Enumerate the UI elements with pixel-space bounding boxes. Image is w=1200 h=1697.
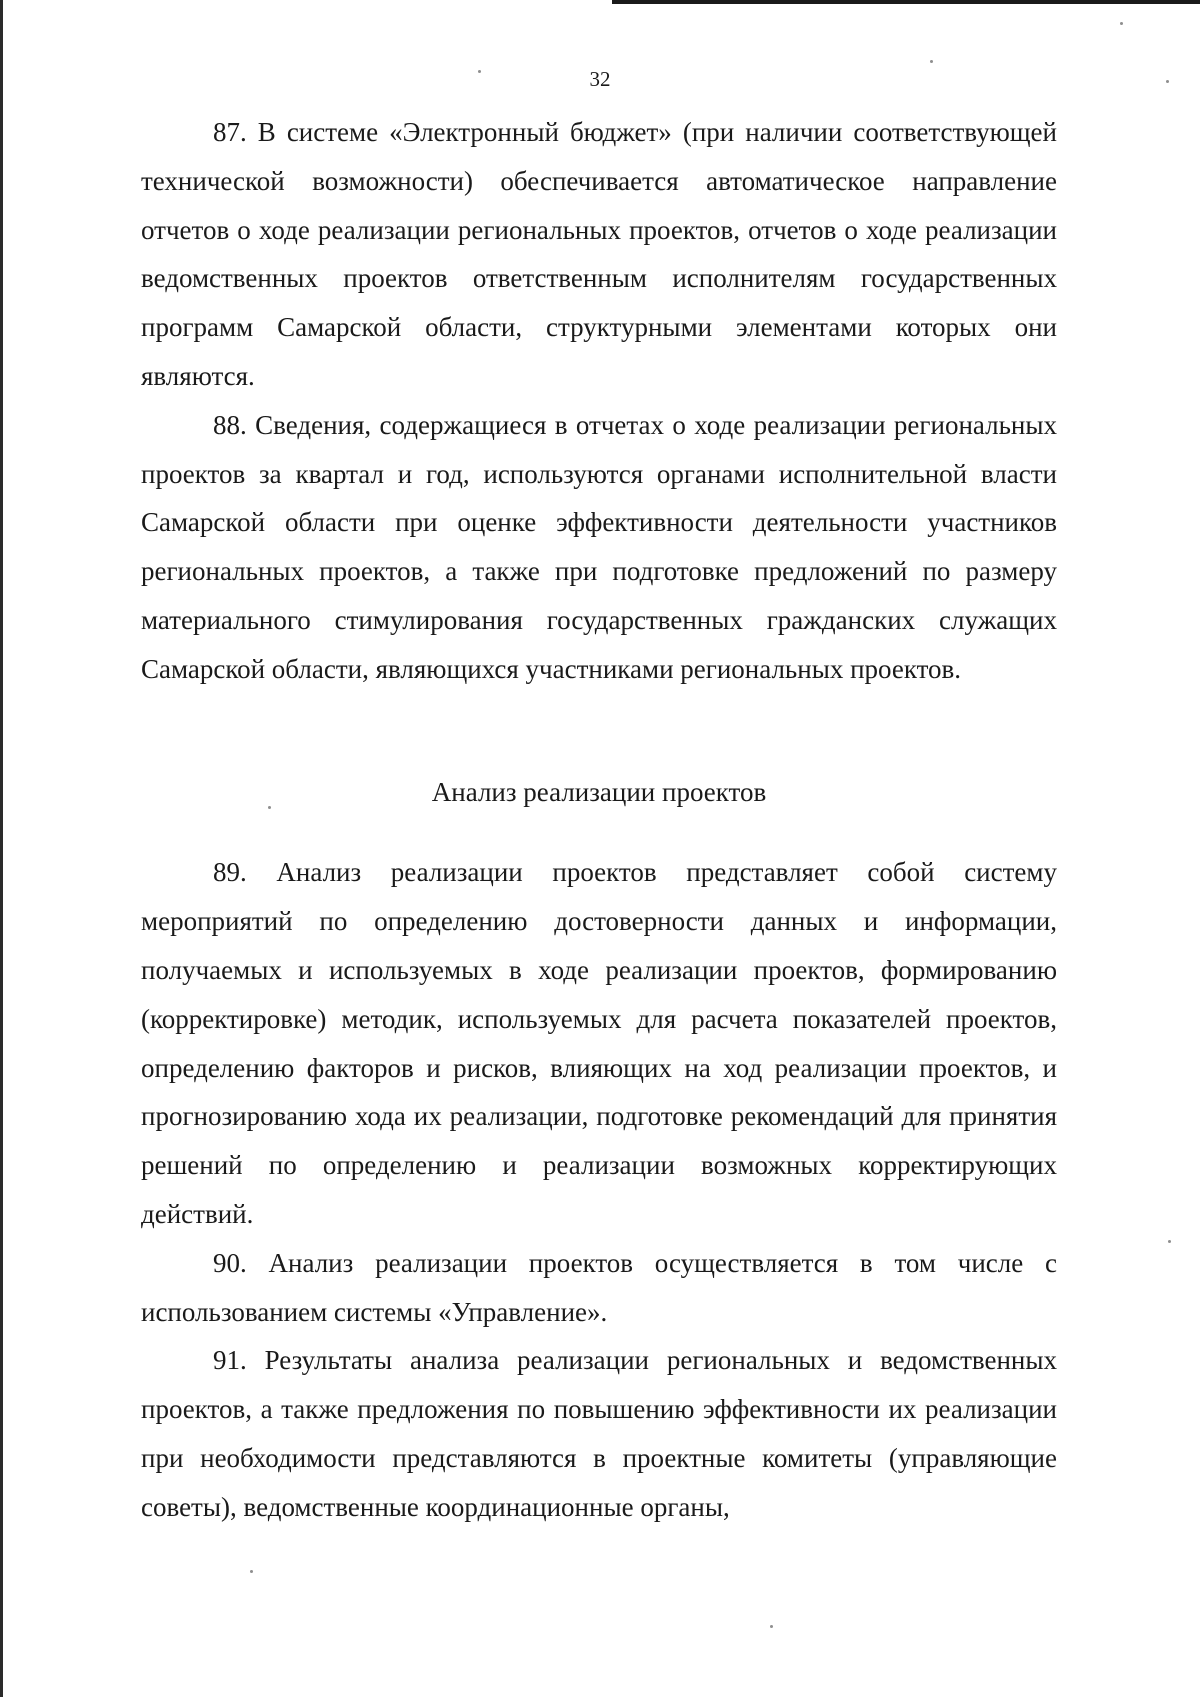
top-border-line — [612, 0, 1200, 4]
scan-speck — [250, 1570, 253, 1573]
scan-speck — [1166, 80, 1169, 83]
section-spacer — [141, 816, 1057, 848]
scan-speck — [1120, 22, 1123, 25]
paragraph-88: 88. Сведения, содержащиеся в отчетах о ходе реализации региональных проектов за квартал и год, используются органами исполнительной власти Самарской области при оценке эффективности деятельности участников региональных проектов, а также при подготовке предложений по размеру материального стимулирования государственных гражданских служащих Самарской области, являющихся участниками региональных проектов. — [141, 409, 1057, 684]
section-heading: Анализ реализации проектов — [431, 776, 767, 807]
paragraph-89: 89. Анализ реализации проектов представляет собой систему мероприятий по определению достоверности данных и информации, получаемых и используемых в ходе реализации проектов, формированию (корректировке) методик, используемых для расчета показателей проектов, определению факторов и рисков, влияющих на ход реализации проектов, и прогнозированию хода их реализации, подготовке рекомендаций для принятия решений по определению и реализации возможных корректирующих действий. — [141, 857, 1057, 1229]
scan-speck — [1168, 1240, 1171, 1243]
scan-speck — [930, 60, 933, 63]
page-number: 32 — [589, 67, 611, 91]
document-body — [141, 108, 1057, 1532]
paragraph-87: 87. В системе «Электронный бюджет» (при наличии соответствующей технической возможности) обеспечивается автоматическое направление отчетов о ходе реализации региональных проектов, отчетов о ходе реализации ведомственных проектов ответственным исполнителям государственных программ Самарской области, структурными элементами которых они являются. — [141, 117, 1057, 391]
left-scan-edge — [0, 0, 3, 1697]
section-spacer — [141, 694, 1057, 768]
scan-speck — [770, 1625, 773, 1628]
scan-speck — [478, 70, 481, 73]
paragraph-91: 91. Результаты анализа реализации региональных и ведомственных проектов, а также предложения по повышению эффективности их реализации при необходимости представляются в проектные комитеты (управляющие советы), ведомственные координационные органы, — [141, 1345, 1057, 1522]
paragraph-90: 90. Анализ реализации проектов осуществляется в том числе с использованием системы «Управление». — [141, 1247, 1057, 1327]
scan-speck — [268, 806, 271, 809]
